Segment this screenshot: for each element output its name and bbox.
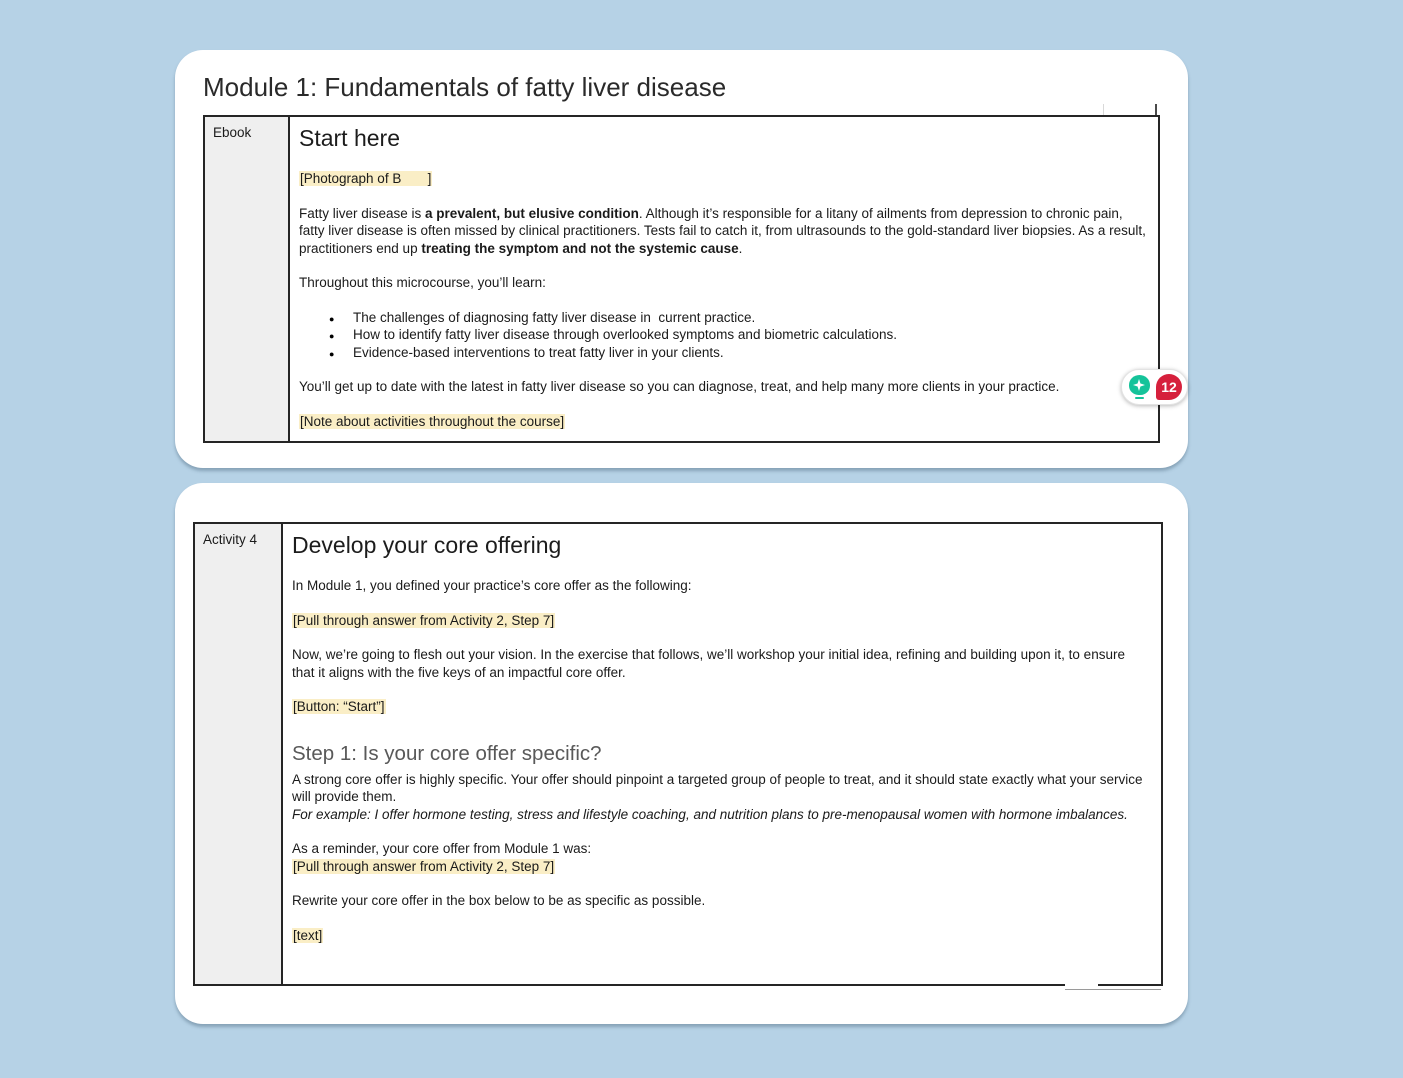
photo-placeholder: [Photograph of B ] (300, 171, 432, 186)
activity-4-card (175, 483, 1188, 1024)
note-placeholder: [Note about activities throughout the course] (300, 413, 565, 429)
pull-through-placeholder-2: [Pull through answer from Activity 2, Step 7] (293, 858, 555, 874)
list-item: ● Evidence-based interventions to treat fatty liver in your clients. (299, 344, 1146, 362)
rewrite-instruction: Rewrite your core offer in the box below to be as specific as possible. (292, 893, 706, 908)
lightbulb-base (1135, 397, 1144, 400)
learning-objectives-list (299, 309, 1146, 362)
activity-intro: In Module 1, you defined your practice’s core offer as the following: (292, 578, 692, 593)
text-placeholder-line (292, 927, 1149, 945)
start-button-placeholder: [Button: “Start”] (293, 699, 385, 714)
ebook-label: Ebook (213, 125, 252, 140)
core-offering-heading: Develop your core offering (292, 532, 562, 558)
pull-through-line-2 (292, 858, 1149, 876)
ebook-label-cell (205, 117, 290, 441)
photo-placeholder-line (299, 170, 1146, 188)
lightbulb-bulb (1129, 375, 1150, 395)
outro-paragraph: You’ll get up to date with the latest in fatty liver disease so you can diagnose, treat, and help many more clients in your practice. (299, 379, 1060, 394)
table-border-faint-artifact (1103, 104, 1104, 115)
page-title: Module 1: Fundamentals of fatty liver disease (203, 72, 727, 102)
sparkle-icon (1133, 379, 1145, 391)
activity-label-cell (195, 524, 283, 984)
pull-through-line-1 (292, 612, 1149, 630)
start-button-line (292, 698, 1149, 716)
activity-paragraph-2: Now, we’re going to flesh out your vision. In the exercise that follows, we’ll workshop your initial idea, refining and building upon it, to ensure that it aligns with the five keys of an impactful core offer. (292, 647, 1125, 680)
grammarly-lightbulb-icon[interactable] (1127, 375, 1151, 399)
table-border-gap-artifact (1065, 983, 1098, 988)
step-1-example: For example: I offer hormone testing, stress and lifestyle coaching, and nutrition plans to pre-menopausal women with hormone imbalances. (292, 806, 1128, 822)
pull-through-placeholder-1: [Pull through answer from Activity 2, Step 7] (293, 612, 555, 628)
activity-content-cell (283, 524, 1161, 984)
step-1-body: A strong core offer is highly specific. Your offer should pinpoint a targeted group of people to treat, and it should state exactly what your service will provide them. (292, 771, 1143, 804)
text-placeholder: [text] (293, 927, 323, 943)
learn-intro: Throughout this microcourse, you’ll learn: (299, 275, 546, 290)
list-item: ● How to identify fatty liver disease through overlooked symptoms and biometric calculations. (299, 326, 1146, 344)
list-item: ● The challenges of diagnosing fatty liver disease in current practice. (299, 309, 1146, 327)
ebook-content-cell (290, 117, 1158, 441)
start-here-heading: Start here (299, 125, 400, 151)
ebook-table (203, 115, 1160, 443)
activity-table (193, 522, 1163, 986)
grammarly-suggestion-count[interactable]: 12 (1156, 374, 1182, 400)
intro-paragraph: Fatty liver disease is a prevalent, but elusive condition. Although it’s responsible for a litany of ailments from depression to chronic pain, fatty liver disease is often missed by clinical practitioners. Tests fail to catch it, from ultrasounds to the gold-standard liver biopsies. As a result, practitioners end up treating the symptom and not the systemic cause. (299, 205, 1146, 256)
table-border-underline-artifact (1065, 989, 1161, 990)
table-border-spur-artifact (1155, 104, 1157, 115)
grammarly-badge[interactable] (1121, 369, 1188, 405)
activity-label: Activity 4 (203, 532, 258, 547)
step-1-heading: Step 1: Is your core offer specific? (292, 741, 602, 765)
note-placeholder-line (299, 413, 1146, 431)
reminder-line: As a reminder, your core offer from Module 1 was: (292, 841, 592, 856)
module-1-card (175, 50, 1188, 468)
